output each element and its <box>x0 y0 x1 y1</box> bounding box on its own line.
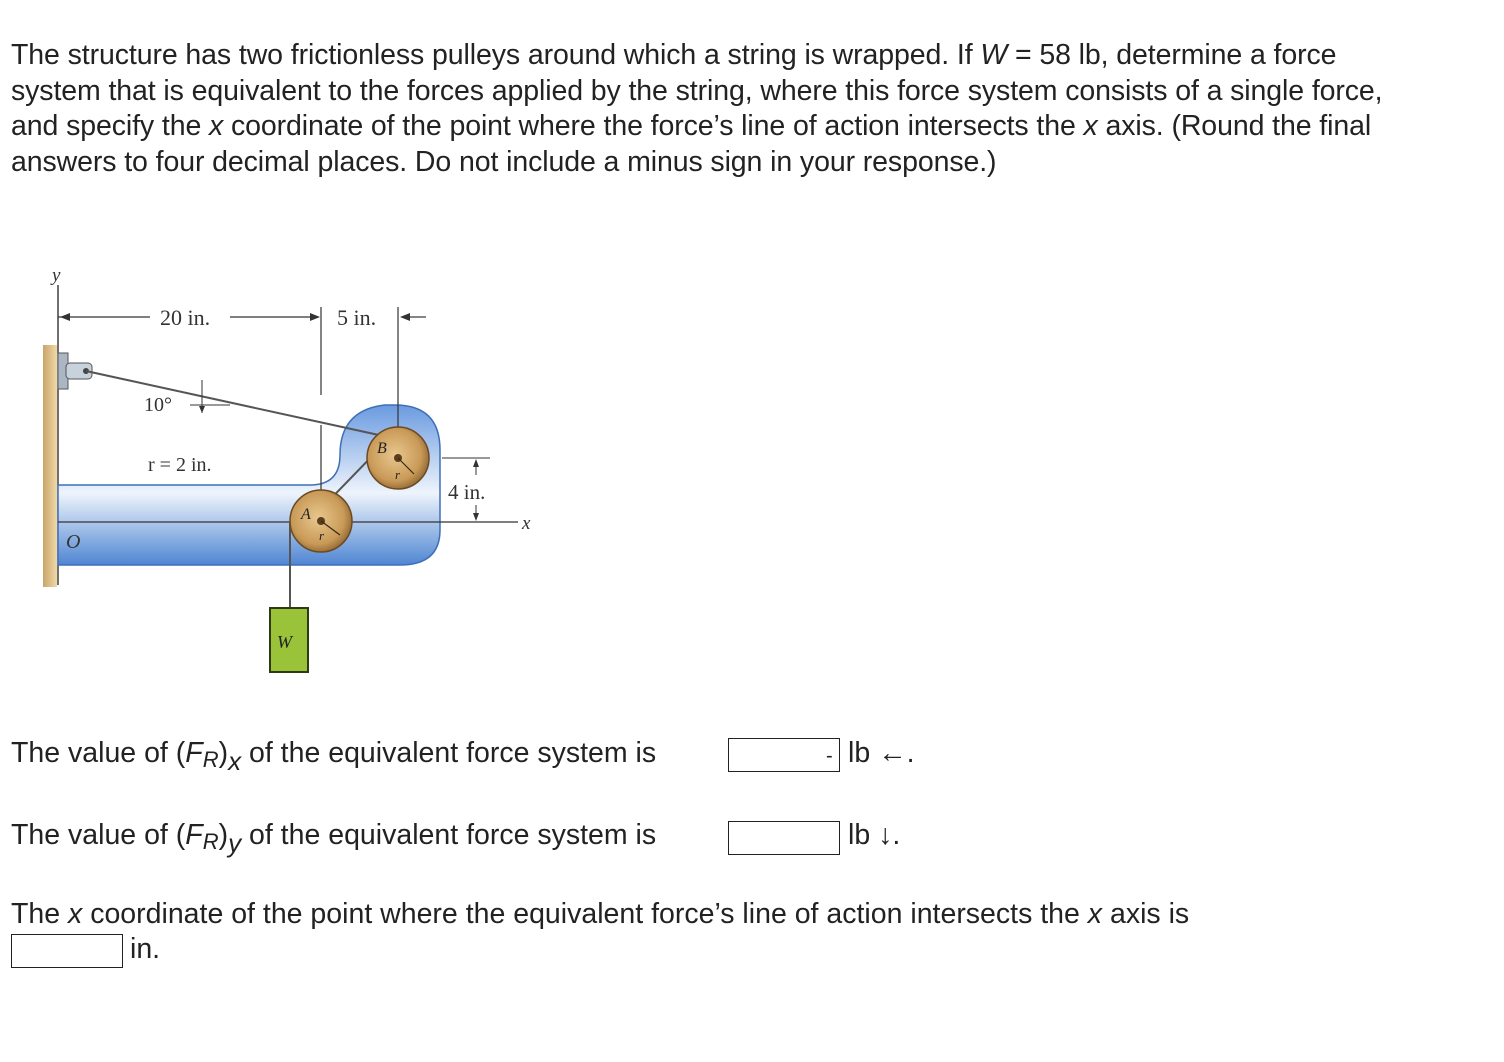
q1-pre: The value of ( <box>11 737 186 769</box>
dim-arrow-5-right <box>400 313 410 321</box>
x-coordinate-answer-input[interactable] <box>11 934 123 968</box>
q3-mid: coordinate of the point where the equivalent force’s line of action intersects the <box>82 898 1088 930</box>
q1-f: F <box>185 737 203 769</box>
q3-x2: x <box>1087 898 1103 930</box>
q1-dash: - <box>826 745 833 767</box>
problem-var-w: W <box>980 39 1008 71</box>
q2-comp: y <box>228 828 242 858</box>
problem-text-2: = 58 lb, determine a force system that is equivalent to the forces applied by the string, where this force system consists of a single force, and specify the <box>11 39 1383 142</box>
dim-4-arrow-down <box>473 513 479 521</box>
angle-arrow-head <box>199 406 205 413</box>
fr-x-answer-input[interactable] <box>728 738 840 772</box>
string-segment-wall-to-b <box>86 371 388 437</box>
fr-y-unit: lb ↓. <box>848 819 901 851</box>
dim-4-arrow-up <box>473 459 479 467</box>
q1-paren: ) <box>218 737 229 769</box>
question-fr-x <box>11 735 657 776</box>
q2-post: of the equivalent force system is <box>241 819 657 851</box>
pulley-structure-figure <box>40 265 560 685</box>
dim-5-label: 5 in. <box>337 305 377 330</box>
q3-x1: x <box>68 898 83 930</box>
q1-r: R <box>202 747 219 772</box>
q3-post: axis is <box>1102 898 1190 930</box>
pulley-b-r-label: r <box>395 467 401 482</box>
problem-text-3: coordinate of the point where the force’s line of action intersects the <box>223 110 1084 142</box>
dim-arrow-left <box>60 313 70 321</box>
x-coordinate-unit: in. <box>130 933 161 965</box>
q3-pre: The <box>11 898 69 930</box>
dim-20-label: 20 in. <box>160 305 211 330</box>
problem-statement <box>11 38 1411 180</box>
wall <box>43 345 57 587</box>
q2-f: F <box>185 819 203 851</box>
origin-label: O <box>66 531 81 553</box>
problem-var-x1: x <box>209 110 224 142</box>
weight-label: W <box>277 632 292 652</box>
dim-4-label: 4 in. <box>448 480 486 504</box>
pulley-a-label: A <box>301 506 311 523</box>
problem-text-1: The structure has two frictionless pulleys around which a string is wrapped. If <box>11 39 981 71</box>
problem-var-x2: x <box>1083 110 1098 142</box>
radius-label: r = 2 in. <box>148 454 212 476</box>
question-x-coordinate <box>11 896 1189 932</box>
pulley-b-label: B <box>377 440 387 457</box>
x-axis-label: x <box>522 513 531 534</box>
problem-text-4: axis. (Round the final answers to four decimal places. Do not include a minus sign in your response.) <box>11 110 1372 178</box>
dim-arrow-right-20 <box>310 313 320 321</box>
q2-paren: ) <box>218 819 229 851</box>
fr-x-unit: lb ←. <box>848 737 915 769</box>
q1-comp: x <box>228 746 242 776</box>
y-axis-label: y <box>52 265 61 286</box>
q2-pre: The value of ( <box>11 819 186 851</box>
q1-post: of the equivalent force system is <box>241 737 657 769</box>
angle-label: 10° <box>144 394 172 416</box>
question-fr-y <box>11 817 657 858</box>
fr-y-answer-input[interactable] <box>728 821 840 855</box>
pulley-a-r-label: r <box>319 528 325 543</box>
q2-r: R <box>202 829 219 854</box>
